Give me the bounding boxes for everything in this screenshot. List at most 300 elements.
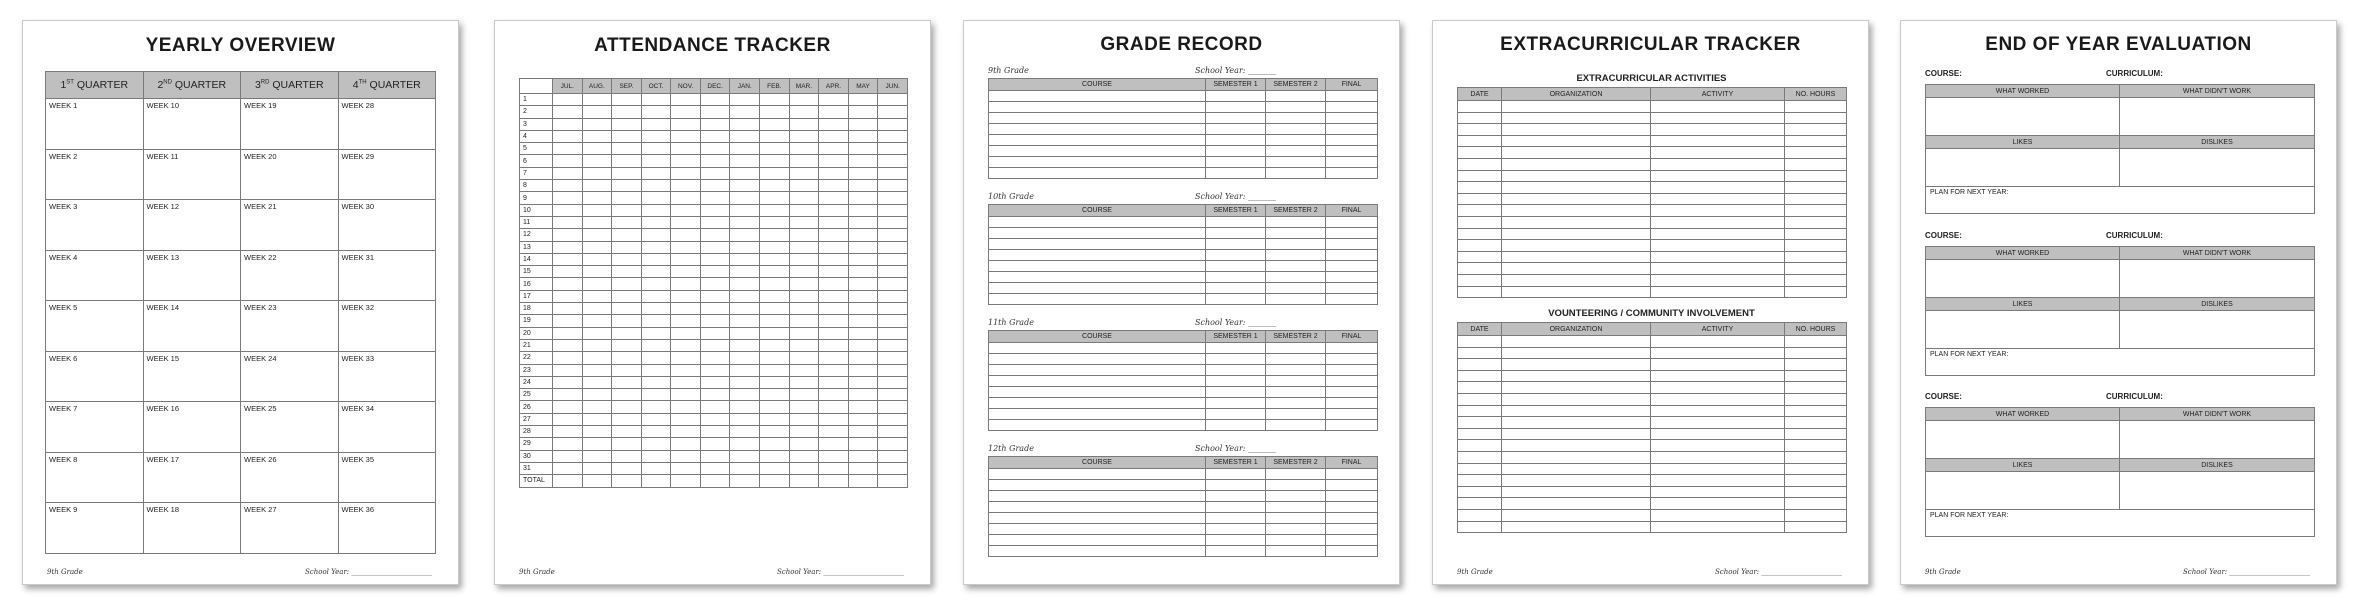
attendance-cell bbox=[878, 389, 908, 401]
grade-row bbox=[989, 124, 1378, 135]
grade-cell bbox=[989, 546, 1206, 557]
grade-cell bbox=[989, 102, 1206, 113]
attendance-cell bbox=[700, 376, 730, 388]
attendance-cell bbox=[848, 364, 878, 376]
week-cell: WEEK 36 bbox=[338, 503, 436, 554]
extracurricular-cell bbox=[1651, 274, 1785, 286]
grade-column-header: SEMESTER 1 bbox=[1206, 457, 1266, 469]
grade-cell bbox=[1266, 239, 1326, 250]
extracurricular-cell bbox=[1458, 498, 1502, 510]
attendance-cell bbox=[700, 401, 730, 413]
attendance-cell bbox=[553, 143, 583, 155]
extracurricular-row bbox=[1458, 124, 1847, 136]
day-row bbox=[520, 426, 908, 438]
extracurricular-cell bbox=[1502, 475, 1651, 487]
day-label: TOTAL bbox=[520, 475, 553, 487]
grade-row bbox=[989, 250, 1378, 261]
extracurricular-row bbox=[1458, 205, 1847, 217]
grade-header-row bbox=[989, 205, 1378, 217]
grade-cell bbox=[1266, 398, 1326, 409]
attendance-cell bbox=[553, 364, 583, 376]
attendance-cell bbox=[612, 94, 642, 106]
grade-cell bbox=[1326, 113, 1378, 124]
day-row bbox=[520, 155, 908, 167]
attendance-cell bbox=[878, 167, 908, 179]
attendance-cell bbox=[789, 204, 819, 216]
grade-row bbox=[989, 294, 1378, 305]
attendance-cell bbox=[819, 413, 849, 425]
attendance-cell bbox=[612, 315, 642, 327]
grade-cell bbox=[1326, 376, 1378, 387]
attendance-cell bbox=[553, 376, 583, 388]
extracurricular-cell bbox=[1785, 417, 1847, 429]
attendance-cell bbox=[848, 389, 878, 401]
attendance-cell bbox=[819, 315, 849, 327]
attendance-table bbox=[519, 78, 908, 488]
attendance-cell bbox=[878, 450, 908, 462]
attendance-cell bbox=[848, 475, 878, 487]
attendance-cell bbox=[641, 106, 671, 118]
attendance-cell bbox=[612, 192, 642, 204]
grade-cell bbox=[1326, 513, 1378, 524]
attendance-cell bbox=[760, 130, 790, 142]
attendance-cell bbox=[553, 339, 583, 351]
what-didnt-work-header: WHAT DIDN'T WORK bbox=[2120, 85, 2315, 98]
grade-cell bbox=[1266, 146, 1326, 157]
extracurricular-cell bbox=[1502, 182, 1651, 194]
day-row bbox=[520, 303, 908, 315]
extracurricular-column-header: NO. HOURS bbox=[1785, 88, 1847, 101]
day-label: 3 bbox=[520, 118, 553, 130]
attendance-cell bbox=[730, 143, 760, 155]
attendance-cell bbox=[553, 278, 583, 290]
grade-cell bbox=[1326, 343, 1378, 354]
attendance-cell bbox=[582, 130, 612, 142]
attendance-cell bbox=[612, 401, 642, 413]
attendance-cell bbox=[789, 438, 819, 450]
day-label: 28 bbox=[520, 426, 553, 438]
grade-cell bbox=[989, 91, 1206, 102]
attendance-cell bbox=[730, 204, 760, 216]
attendance-cell bbox=[789, 241, 819, 253]
grade-row bbox=[989, 398, 1378, 409]
grade-column-header: COURSE bbox=[989, 79, 1206, 91]
attendance-cell bbox=[730, 450, 760, 462]
extracurricular-cell bbox=[1502, 124, 1651, 136]
week-cell: WEEK 26 bbox=[241, 452, 339, 503]
week-cell: WEEK 16 bbox=[143, 402, 241, 453]
attendance-cell bbox=[612, 413, 642, 425]
extracurricular-cell bbox=[1458, 475, 1502, 487]
month-header: AUG. bbox=[582, 79, 612, 94]
attendance-cell bbox=[878, 327, 908, 339]
day-row bbox=[520, 180, 908, 192]
day-label: 1 bbox=[520, 94, 553, 106]
dislikes-header: DISLIKES bbox=[2120, 459, 2315, 472]
attendance-cell bbox=[641, 155, 671, 167]
attendance-cell bbox=[612, 438, 642, 450]
attendance-cell bbox=[671, 315, 701, 327]
month-header: OCT. bbox=[641, 79, 671, 94]
month-header: JAN. bbox=[730, 79, 760, 94]
evaluation-row bbox=[1926, 98, 2315, 136]
attendance-cell bbox=[730, 462, 760, 474]
attendance-cell bbox=[700, 106, 730, 118]
week-cell: WEEK 11 bbox=[143, 149, 241, 200]
day-label: 20 bbox=[520, 327, 553, 339]
attendance-cell bbox=[700, 143, 730, 155]
attendance-cell bbox=[848, 413, 878, 425]
attendance-cell bbox=[760, 167, 790, 179]
grade-cell bbox=[989, 272, 1206, 283]
week-row bbox=[46, 99, 436, 150]
attendance-cell bbox=[612, 327, 642, 339]
attendance-cell bbox=[730, 315, 760, 327]
grade-cell bbox=[1206, 168, 1266, 179]
grade-cell bbox=[1206, 113, 1266, 124]
day-row bbox=[520, 143, 908, 155]
week-cell: WEEK 35 bbox=[338, 452, 436, 503]
attendance-cell bbox=[671, 155, 701, 167]
grade-cell bbox=[989, 261, 1206, 272]
attendance-cell bbox=[760, 389, 790, 401]
dislikes-header: DISLIKES bbox=[2120, 298, 2315, 311]
grade-cell bbox=[1326, 102, 1378, 113]
attendance-cell bbox=[700, 450, 730, 462]
attendance-cell bbox=[671, 364, 701, 376]
extracurricular-cell bbox=[1502, 382, 1651, 394]
attendance-cell bbox=[671, 192, 701, 204]
attendance-cell bbox=[848, 118, 878, 130]
extracurricular-cell bbox=[1785, 370, 1847, 382]
likes-cell bbox=[1926, 472, 2120, 510]
extracurricular-table bbox=[1457, 87, 1847, 298]
grade-level: 9th Grade bbox=[988, 66, 1029, 75]
extracurricular-cell bbox=[1458, 135, 1502, 147]
attendance-cell bbox=[878, 462, 908, 474]
extracurricular-cell bbox=[1785, 216, 1847, 228]
evaluation-header-row bbox=[1926, 459, 2315, 472]
attendance-cell bbox=[848, 462, 878, 474]
attendance-cell bbox=[819, 192, 849, 204]
extracurricular-activities-heading: EXTRACURRICULAR ACTIVITIES bbox=[1576, 73, 1727, 84]
day-label: 2 bbox=[520, 106, 553, 118]
attendance-cell bbox=[789, 229, 819, 241]
attendance-cell bbox=[730, 327, 760, 339]
day-row bbox=[520, 204, 908, 216]
attendance-cell bbox=[848, 155, 878, 167]
attendance-cell bbox=[612, 216, 642, 228]
extracurricular-cell bbox=[1502, 393, 1651, 405]
attendance-cell bbox=[671, 450, 701, 462]
extracurricular-cell bbox=[1458, 158, 1502, 170]
month-header: SEP. bbox=[612, 79, 642, 94]
attendance-cell bbox=[700, 475, 730, 487]
corner-cell bbox=[520, 79, 553, 94]
extracurricular-cell bbox=[1785, 193, 1847, 205]
attendance-cell bbox=[819, 229, 849, 241]
grade-column-header: SEMESTER 2 bbox=[1266, 457, 1326, 469]
day-label: 18 bbox=[520, 303, 553, 315]
attendance-cell bbox=[582, 167, 612, 179]
extracurricular-cell bbox=[1785, 135, 1847, 147]
attendance-cell bbox=[641, 352, 671, 364]
attendance-cell bbox=[878, 475, 908, 487]
page-grade-record bbox=[963, 20, 1400, 585]
attendance-cell bbox=[819, 352, 849, 364]
extracurricular-cell bbox=[1502, 274, 1651, 286]
evaluation-header-row bbox=[1926, 298, 2315, 311]
extracurricular-cell bbox=[1502, 170, 1651, 182]
attendance-cell bbox=[582, 401, 612, 413]
extracurricular-column-header: ACTIVITY bbox=[1651, 323, 1785, 336]
attendance-cell bbox=[671, 143, 701, 155]
attendance-cell bbox=[641, 462, 671, 474]
attendance-cell bbox=[878, 118, 908, 130]
extracurricular-cell bbox=[1651, 347, 1785, 359]
extracurricular-cell bbox=[1502, 336, 1651, 348]
attendance-cell bbox=[671, 253, 701, 265]
curriculum-label: CURRICULUM: bbox=[2106, 69, 2163, 78]
attendance-cell bbox=[789, 290, 819, 302]
attendance-cell bbox=[789, 266, 819, 278]
attendance-cell bbox=[700, 241, 730, 253]
page-yearly-overview bbox=[22, 20, 459, 585]
extracurricular-cell bbox=[1785, 147, 1847, 159]
footer-grade: 9th Grade bbox=[1925, 568, 1961, 576]
attendance-cell bbox=[789, 130, 819, 142]
attendance-cell bbox=[730, 266, 760, 278]
grade-header-row bbox=[989, 457, 1378, 469]
attendance-cell bbox=[760, 192, 790, 204]
extracurricular-cell bbox=[1458, 240, 1502, 252]
attendance-cell bbox=[878, 192, 908, 204]
day-row bbox=[520, 266, 908, 278]
week-cell: WEEK 34 bbox=[338, 402, 436, 453]
day-row bbox=[520, 229, 908, 241]
attendance-cell bbox=[760, 118, 790, 130]
extracurricular-cell bbox=[1651, 475, 1785, 487]
evaluation-header-row bbox=[1926, 408, 2315, 421]
grade-cell bbox=[1266, 354, 1326, 365]
grade-column-header: FINAL bbox=[1326, 79, 1378, 91]
extracurricular-cell bbox=[1785, 205, 1847, 217]
attendance-cell bbox=[878, 290, 908, 302]
attendance-cell bbox=[819, 266, 849, 278]
attendance-cell bbox=[760, 413, 790, 425]
grade-cell bbox=[1326, 480, 1378, 491]
attendance-cell bbox=[582, 253, 612, 265]
attendance-cell bbox=[641, 401, 671, 413]
extracurricular-row bbox=[1458, 498, 1847, 510]
grade-cell bbox=[989, 343, 1206, 354]
day-label: 17 bbox=[520, 290, 553, 302]
attendance-cell bbox=[819, 339, 849, 351]
attendance-cell bbox=[553, 253, 583, 265]
grade-cell bbox=[1326, 239, 1378, 250]
extracurricular-cell bbox=[1651, 382, 1785, 394]
attendance-cell bbox=[760, 229, 790, 241]
day-label: 7 bbox=[520, 167, 553, 179]
what-didnt-work-header: WHAT DIDN'T WORK bbox=[2120, 247, 2315, 260]
month-header: JUN. bbox=[878, 79, 908, 94]
attendance-cell bbox=[819, 364, 849, 376]
attendance-cell bbox=[730, 180, 760, 192]
attendance-cell bbox=[553, 462, 583, 474]
course-label: COURSE: bbox=[1925, 392, 1962, 401]
week-cell: WEEK 19 bbox=[241, 99, 339, 150]
day-row bbox=[520, 192, 908, 204]
attendance-cell bbox=[582, 143, 612, 155]
what-worked-header: WHAT WORKED bbox=[1926, 408, 2120, 421]
extracurricular-row bbox=[1458, 475, 1847, 487]
extracurricular-cell bbox=[1502, 521, 1651, 533]
grade-cell bbox=[1326, 91, 1378, 102]
attendance-cell bbox=[612, 450, 642, 462]
extracurricular-cell bbox=[1651, 463, 1785, 475]
extracurricular-cell bbox=[1502, 193, 1651, 205]
extracurricular-cell bbox=[1785, 112, 1847, 124]
extracurricular-cell bbox=[1458, 370, 1502, 382]
footer-grade: 9th Grade bbox=[47, 568, 83, 576]
attendance-cell bbox=[730, 339, 760, 351]
grade-cell bbox=[1206, 376, 1266, 387]
attendance-cell bbox=[760, 278, 790, 290]
day-row bbox=[520, 389, 908, 401]
attendance-cell bbox=[700, 216, 730, 228]
attendance-cell bbox=[848, 303, 878, 315]
grade-column-header: COURSE bbox=[989, 457, 1206, 469]
attendance-cell bbox=[553, 130, 583, 142]
attendance-cell bbox=[671, 426, 701, 438]
attendance-cell bbox=[730, 229, 760, 241]
day-row bbox=[520, 327, 908, 339]
grade-cell bbox=[1326, 535, 1378, 546]
attendance-cell bbox=[878, 278, 908, 290]
week-row bbox=[46, 301, 436, 352]
attendance-cell bbox=[671, 376, 701, 388]
extracurricular-row bbox=[1458, 509, 1847, 521]
school-year-label: School Year: _______ bbox=[1195, 66, 1276, 75]
attendance-cell bbox=[671, 106, 701, 118]
attendance-cell bbox=[760, 401, 790, 413]
grade-cell bbox=[1266, 261, 1326, 272]
attendance-cell bbox=[671, 130, 701, 142]
grade-cell bbox=[989, 524, 1206, 535]
grade-cell bbox=[1206, 250, 1266, 261]
attendance-cell bbox=[612, 229, 642, 241]
extracurricular-cell bbox=[1458, 336, 1502, 348]
attendance-cell bbox=[641, 229, 671, 241]
attendance-cell bbox=[700, 462, 730, 474]
grade-cell bbox=[1266, 420, 1326, 431]
attendance-cell bbox=[553, 450, 583, 462]
extracurricular-cell bbox=[1458, 101, 1502, 113]
grade-cell bbox=[1206, 228, 1266, 239]
extracurricular-cell bbox=[1651, 417, 1785, 429]
day-row bbox=[520, 339, 908, 351]
attendance-cell bbox=[730, 352, 760, 364]
week-cell: WEEK 10 bbox=[143, 99, 241, 150]
day-row bbox=[520, 475, 908, 487]
attendance-cell bbox=[730, 155, 760, 167]
extracurricular-row bbox=[1458, 193, 1847, 205]
grade-cell bbox=[989, 480, 1206, 491]
month-header: APR. bbox=[819, 79, 849, 94]
evaluation-table bbox=[1925, 407, 2315, 537]
grade-cell bbox=[1206, 524, 1266, 535]
grade-cell bbox=[1206, 135, 1266, 146]
grade-cell bbox=[989, 283, 1206, 294]
attendance-cell bbox=[848, 180, 878, 192]
attendance-cell bbox=[612, 475, 642, 487]
attendance-cell bbox=[671, 229, 701, 241]
plan-next-year-cell: PLAN FOR NEXT YEAR: bbox=[1926, 510, 2315, 537]
plan-next-year-cell: PLAN FOR NEXT YEAR: bbox=[1926, 187, 2315, 214]
page-title: YEARLY OVERVIEW bbox=[145, 35, 336, 56]
extracurricular-cell bbox=[1785, 521, 1847, 533]
week-cell: WEEK 22 bbox=[241, 250, 339, 301]
attendance-cell bbox=[848, 229, 878, 241]
evaluation-row bbox=[1926, 311, 2315, 349]
grade-cell bbox=[1206, 480, 1266, 491]
attendance-cell bbox=[582, 106, 612, 118]
attendance-cell bbox=[730, 413, 760, 425]
attendance-cell bbox=[671, 303, 701, 315]
attendance-cell bbox=[760, 266, 790, 278]
month-header: MAR. bbox=[789, 79, 819, 94]
grade-cell bbox=[1266, 524, 1326, 535]
extracurricular-cell bbox=[1502, 428, 1651, 440]
extracurricular-cell bbox=[1785, 240, 1847, 252]
attendance-cell bbox=[789, 475, 819, 487]
attendance-cell bbox=[848, 216, 878, 228]
page-title: EXTRACURRICULAR TRACKER bbox=[1500, 34, 1801, 55]
attendance-cell bbox=[553, 94, 583, 106]
attendance-cell bbox=[582, 462, 612, 474]
what-worked-header: WHAT WORKED bbox=[1926, 247, 2120, 260]
grade-row bbox=[989, 365, 1378, 376]
what-worked-header: WHAT WORKED bbox=[1926, 85, 2120, 98]
week-cell: WEEK 30 bbox=[338, 200, 436, 251]
week-cell: WEEK 21 bbox=[241, 200, 339, 251]
extracurricular-cell bbox=[1785, 393, 1847, 405]
grade-column-header: FINAL bbox=[1326, 457, 1378, 469]
attendance-cell bbox=[848, 376, 878, 388]
extracurricular-cell bbox=[1502, 370, 1651, 382]
attendance-cell bbox=[789, 389, 819, 401]
day-label: 24 bbox=[520, 376, 553, 388]
attendance-cell bbox=[700, 192, 730, 204]
month-header: NOV. bbox=[671, 79, 701, 94]
attendance-cell bbox=[612, 303, 642, 315]
attendance-cell bbox=[848, 253, 878, 265]
attendance-cell bbox=[848, 130, 878, 142]
attendance-cell bbox=[848, 204, 878, 216]
attendance-cell bbox=[582, 94, 612, 106]
grade-cell bbox=[989, 387, 1206, 398]
attendance-cell bbox=[700, 278, 730, 290]
extracurricular-cell bbox=[1502, 240, 1651, 252]
attendance-cell bbox=[760, 204, 790, 216]
evaluation-row bbox=[1926, 421, 2315, 459]
grade-cell bbox=[1266, 168, 1326, 179]
likes-header: LIKES bbox=[1926, 136, 2120, 149]
extracurricular-cell bbox=[1785, 124, 1847, 136]
attendance-cell bbox=[582, 389, 612, 401]
extracurricular-cell bbox=[1502, 228, 1651, 240]
attendance-cell bbox=[789, 106, 819, 118]
